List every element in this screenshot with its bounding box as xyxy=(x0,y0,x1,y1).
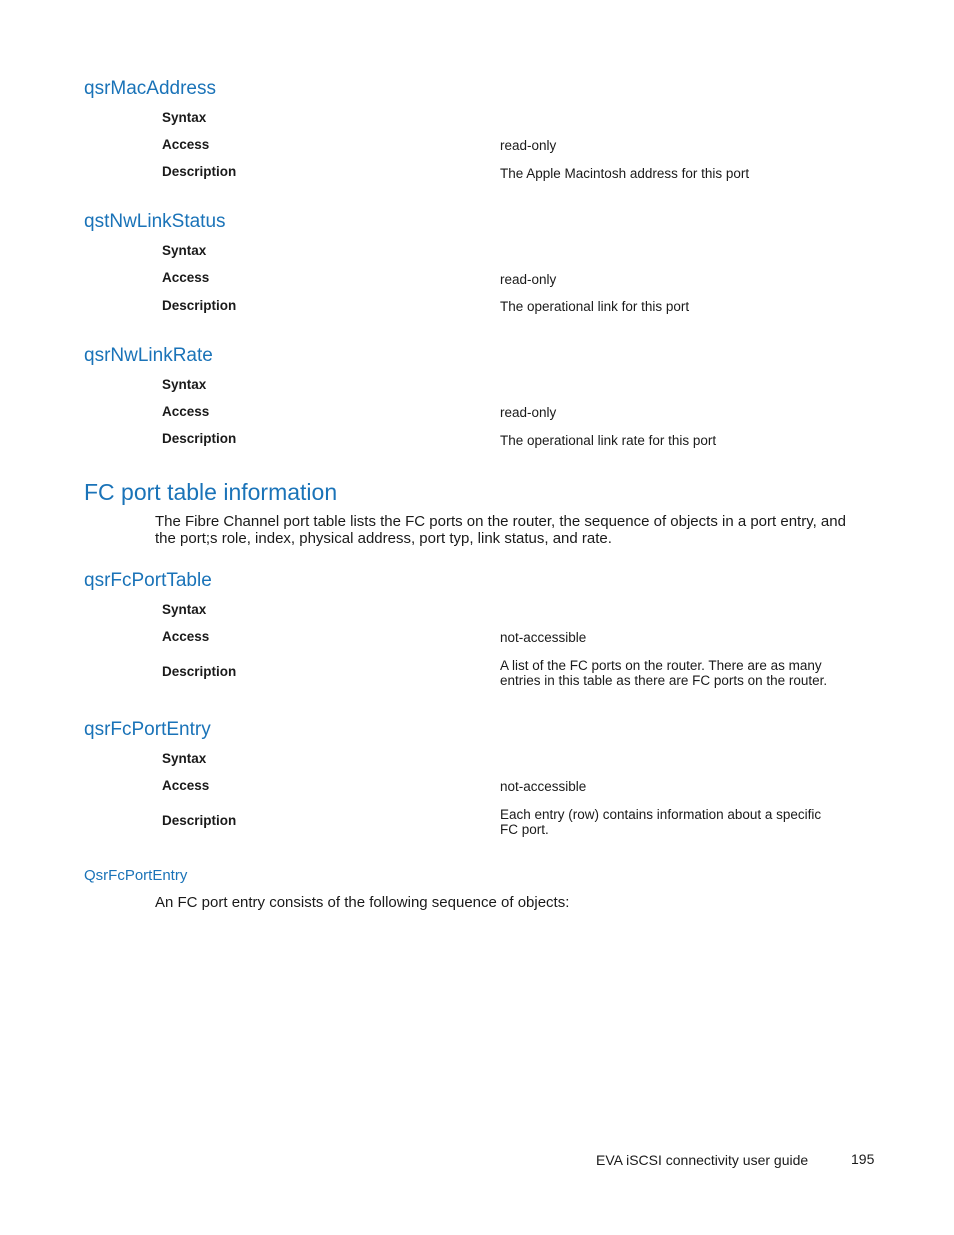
section-heading-qsrnwlinkrate: qsrNwLinkRate xyxy=(84,345,213,366)
access-value: read-only xyxy=(500,272,557,287)
description-value: Each entry (row) contains information about a specific FC port. xyxy=(500,807,822,837)
syntax-label: Syntax xyxy=(162,377,207,392)
description-label: Description xyxy=(162,664,237,679)
description-value: The Apple Macintosh address for this port xyxy=(500,166,750,181)
footer-page-number: 195 xyxy=(851,1151,875,1167)
syntax-label: Syntax xyxy=(162,751,207,766)
access-label: Access xyxy=(162,404,210,419)
fc-section-heading: FC port table information xyxy=(84,479,338,505)
description-label: Description xyxy=(162,164,237,179)
syntax-label: Syntax xyxy=(162,243,207,258)
access-label: Access xyxy=(162,778,210,793)
description-value: A list of the FC ports on the router. There are as many entries in this table as there are FC ports on the router. xyxy=(500,658,828,688)
section-heading-qsrfcporttable: qsrFcPortTable xyxy=(84,570,212,591)
syntax-label: Syntax xyxy=(162,110,207,125)
section-heading-qsrmacaddress: qsrMacAddress xyxy=(84,78,216,99)
access-value: not-accessible xyxy=(500,779,587,794)
section-heading-qstnwlinkstatus: qstNwLinkStatus xyxy=(84,211,226,232)
description-value: The operational link rate for this port xyxy=(500,433,717,448)
footer-guide-title: EVA iSCSI connectivity user guide xyxy=(596,1152,809,1168)
description-label: Description xyxy=(162,298,237,313)
access-value: read-only xyxy=(500,405,557,420)
access-label: Access xyxy=(162,137,210,152)
section-heading-qsrfcportentry: qsrFcPortEntry xyxy=(84,719,211,740)
fc-section-intro: The Fibre Channel port table lists the FC ports on the router, the sequence of objects in a port entry, and the port;s role, index, physical address, port typ, link status, and rate. xyxy=(155,513,846,547)
subsection-heading-qsrfcportentry: QsrFcPortEntry xyxy=(84,867,188,884)
description-value: The operational link for this port xyxy=(500,299,690,314)
entry-subsection-text: An FC port entry consists of the following sequence of objects: xyxy=(155,894,570,911)
access-label: Access xyxy=(162,270,210,285)
description-label: Description xyxy=(162,813,237,828)
access-label: Access xyxy=(162,629,210,644)
access-value: read-only xyxy=(500,138,557,153)
description-label: Description xyxy=(162,431,237,446)
access-value: not-accessible xyxy=(500,630,587,645)
syntax-label: Syntax xyxy=(162,602,207,617)
